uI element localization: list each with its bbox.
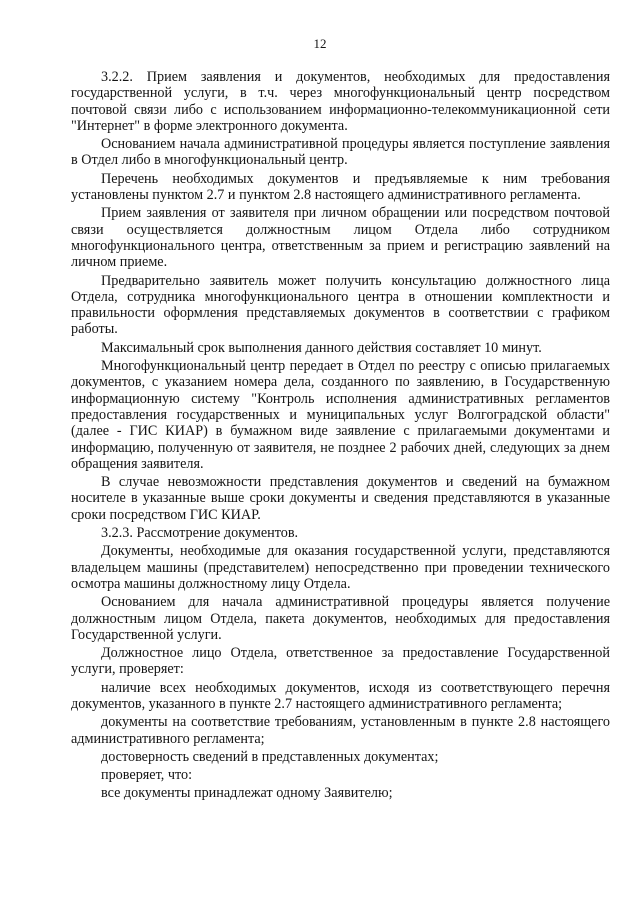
paragraph: Максимальный срок выполнения данного действия составляет 10 минут. <box>101 339 542 356</box>
list-item: проверяет, что: <box>101 767 193 784</box>
paragraph: Перечень необходимых документов и предъявляемые к ним требования установлены пунктом 2.7 и пунктом 2.8 настоящего административного регламента. <box>71 170 610 204</box>
section-heading: 3.2.3. Рассмотрение документов. <box>101 525 299 542</box>
paragraph: Должностное лицо Отдела, ответственное за предоставление Государственной услуги, проверяет: <box>71 645 610 678</box>
list-item: документы на соответствие требованиям, установленным в пункте 2.8 настоящего административного регламента; <box>71 714 610 747</box>
paragraph: Предварительно заявитель может получить консультацию должностного лица Отдела, сотрудника многофункционального центра в отношении комплектности и правильности оформления представляемых документов в соответствии с графиком работы. <box>71 272 610 338</box>
list-item: достоверность сведений в представленных документах; <box>101 748 439 765</box>
paragraph: Основанием начала административной процедуры является поступление заявления в Отдел либо в многофункциональный центр. <box>71 136 610 169</box>
document-body <box>71 69 610 804</box>
paragraph: В случае невозможности представления документов и сведений на бумажном носителе в указанные выше сроки документы и сведения представляются в указанные сроки посредством ГИС КИАР. <box>71 474 610 523</box>
list-item: все документы принадлежат одному Заявителю; <box>101 785 393 802</box>
list-item: наличие всех необходимых документов, исходя из соответствующего перечня документов, указанного в пункте 2.7 настоящего административного регламента; <box>71 679 610 712</box>
paragraph: Документы, необходимые для оказания государственной услуги, представляются владельцем машины (представителем) непосредственно при проведении технического осмотра машины должностному лицу Отдела. <box>71 543 610 592</box>
paragraph: Основанием для начала административной процедуры является получение должностным лицом Отдела, пакета документов, необходимых для предоставления Государственной услуги. <box>71 594 610 643</box>
page-number: 12 <box>313 36 327 51</box>
paragraph: Многофункциональный центр передает в Отдел по реестру с описью прилагаемых документов, с указанием номера дела, созданного по заявлению, в Государственную информационную систему "Контроль исполнения административных регламентов предоставления государственных и муниципальных услуг Волгоградской области" (далее - ГИС КИАР) в бумажном виде заявление с прилагаемыми документами и информацию, полученную от заявителя, не позднее 2 рабочих дней, следующих за днем обращения заявителя. <box>71 358 610 472</box>
paragraph: 3.2.2. Прием заявления и документов, необходимых для предоставления государственной услуги, в т.ч. через многофункциональный центр посредством почтовой связи либо с использованием информационно-телекоммуникационной сети "Интернет" в форме электронного документа. <box>71 69 610 134</box>
paragraph: Прием заявления от заявителя при личном обращении или посредством почтовой связи осуществляется должностным лицом Отдела либо сотрудником многофункционального центра, ответственным за прием и регистрацию заявлений на личном приеме. <box>71 205 610 271</box>
